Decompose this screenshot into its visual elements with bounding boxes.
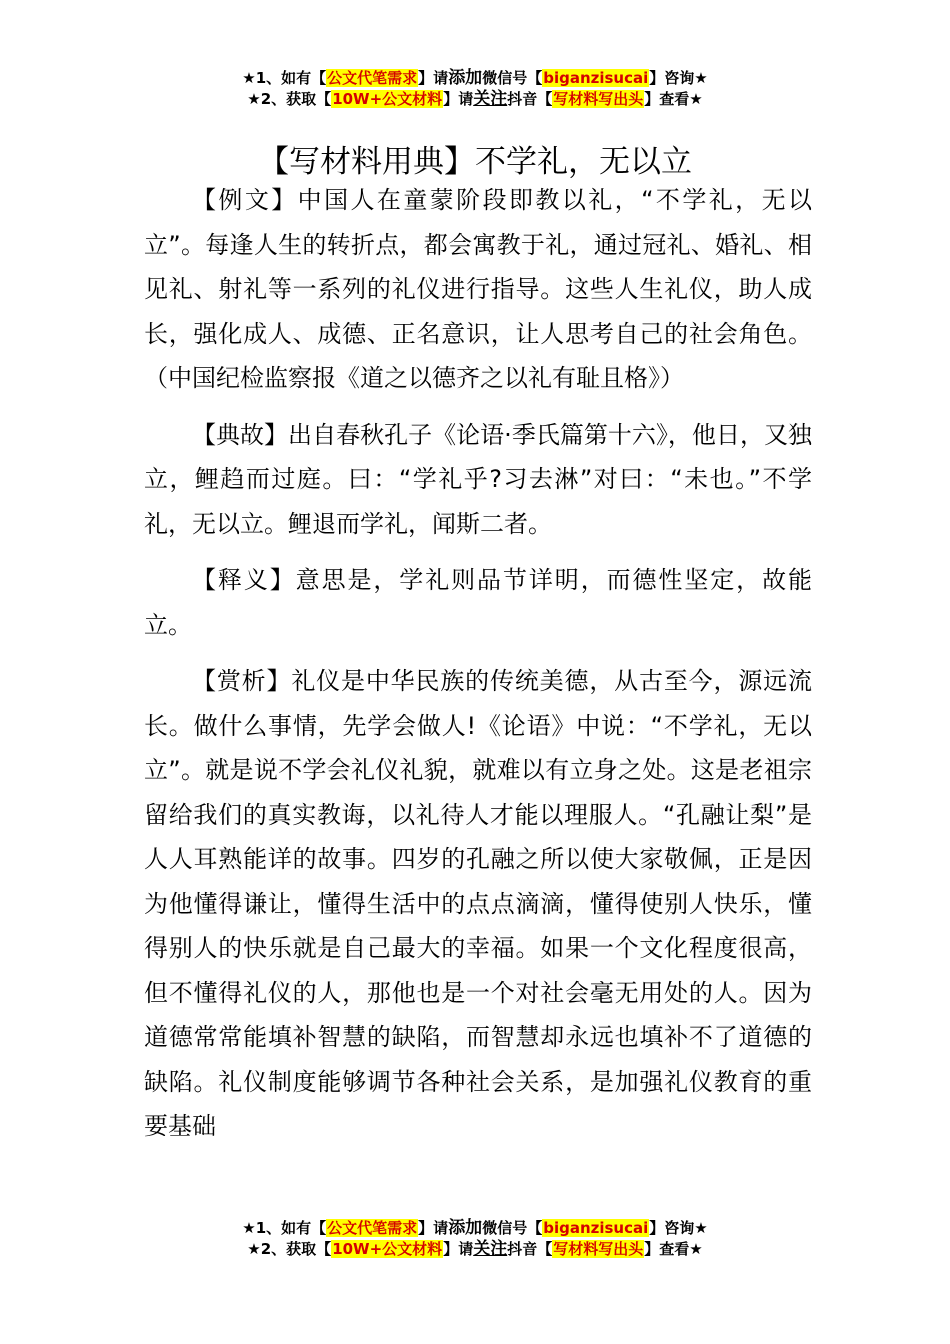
banner-text: 】请	[418, 1219, 449, 1237]
banner-text: 抖音【	[507, 90, 553, 108]
banner-line-1	[0, 1218, 950, 1239]
highlight-wechat-id: biganzisucai	[543, 1219, 649, 1237]
banner-text: ★1、如有【	[242, 1219, 327, 1237]
banner-text: 】查看★	[644, 1240, 703, 1258]
highlight-douyin-account: 写材料写出头	[553, 90, 644, 108]
banner-text: 微信号【	[482, 69, 543, 87]
highlight-materials: 10W+公文材料	[332, 1240, 443, 1258]
banner-text: 】咨询★	[649, 69, 708, 87]
banner-line-2	[0, 89, 950, 110]
banner-line-2	[0, 1239, 950, 1260]
highlight-materials: 10W+公文材料	[332, 90, 443, 108]
banner-emphasis: 关注	[473, 89, 508, 109]
banner-text: ★2、获取【	[247, 90, 332, 108]
banner-emphasis: 关注	[473, 1239, 508, 1259]
highlight-wechat-id: biganzisucai	[543, 69, 649, 87]
highlight-service: 公文代笔需求	[327, 69, 418, 87]
banner-text: 】请	[418, 69, 449, 87]
banner-text: 】查看★	[644, 90, 703, 108]
paragraph-meaning: 【释义】意思是，学礼则品节详明，而德性坚定，故能立。	[144, 566, 812, 639]
document-body	[144, 178, 812, 1161]
banner-emphasis: 添加	[448, 1218, 483, 1238]
document-title: 【写材料用典】不学礼，无以立	[258, 143, 692, 180]
paragraph-example: 【例文】中国人在童蒙阶段即教以礼，“不学礼，无以立”。每逢人生的转折点，都会寓教于礼，通过冠礼、婚礼、相见礼、射礼等一系列的礼仪进行指导。这些人生礼仪，助人成长，强化成人、成德、正名意识，让人思考自己的社会角色。（中国纪检监察报《道之以德齐之以礼有耻且格》）	[144, 186, 812, 392]
banner-text: ★1、如有【	[242, 69, 327, 87]
highlight-service: 公文代笔需求	[327, 1219, 418, 1237]
footer-banner	[0, 1218, 950, 1260]
banner-text: 】请	[443, 90, 474, 108]
highlight-douyin-account: 写材料写出头	[553, 1240, 644, 1258]
header-banner	[0, 68, 950, 110]
banner-text: 微信号【	[482, 1219, 543, 1237]
banner-text: 抖音【	[507, 1240, 553, 1258]
banner-text: 】请	[443, 1240, 474, 1258]
banner-text: 】咨询★	[649, 1219, 708, 1237]
banner-emphasis: 添加	[448, 68, 483, 88]
paragraph-appreciation: 【赏析】礼仪是中华民族的传统美德，从古至今，源远流长。做什么事情，先学会做人!《论语》中说：“不学礼，无以立”。就是说不学会礼仪礼貌，就难以有立身之处。这是老祖宗留给我们的真实教诲，以礼待人才能以理服人。“孔融让梨”是人人耳熟能详的故事。四岁的孔融之所以使大家敬佩，正是因为他懂得谦让，懂得生活中的点点滴滴，懂得使别人快乐，懂得别人的快乐就是自己最大的幸福。如果一个文化程度很高，但不懂得礼仪的人，那他也是一个对社会毫无用处的人。因为道德常常能填补智慧的缺陷，而智慧却永远也填补不了道德的缺陷。礼仪制度能够调节各种社会关系，是加强礼仪教育的重要基础	[144, 667, 812, 1140]
paragraph-allusion: 【典故】出自春秋孔子《论语·季氏篇第十六》，他日，又独立，鲤趋而过庭。曰：“学礼乎?习去淋”对曰：“未也。”不学礼，无以立。鲤退而学礼，闻斯二者。	[144, 420, 812, 538]
banner-text: ★2、获取【	[247, 1240, 332, 1258]
banner-line-1	[0, 68, 950, 89]
